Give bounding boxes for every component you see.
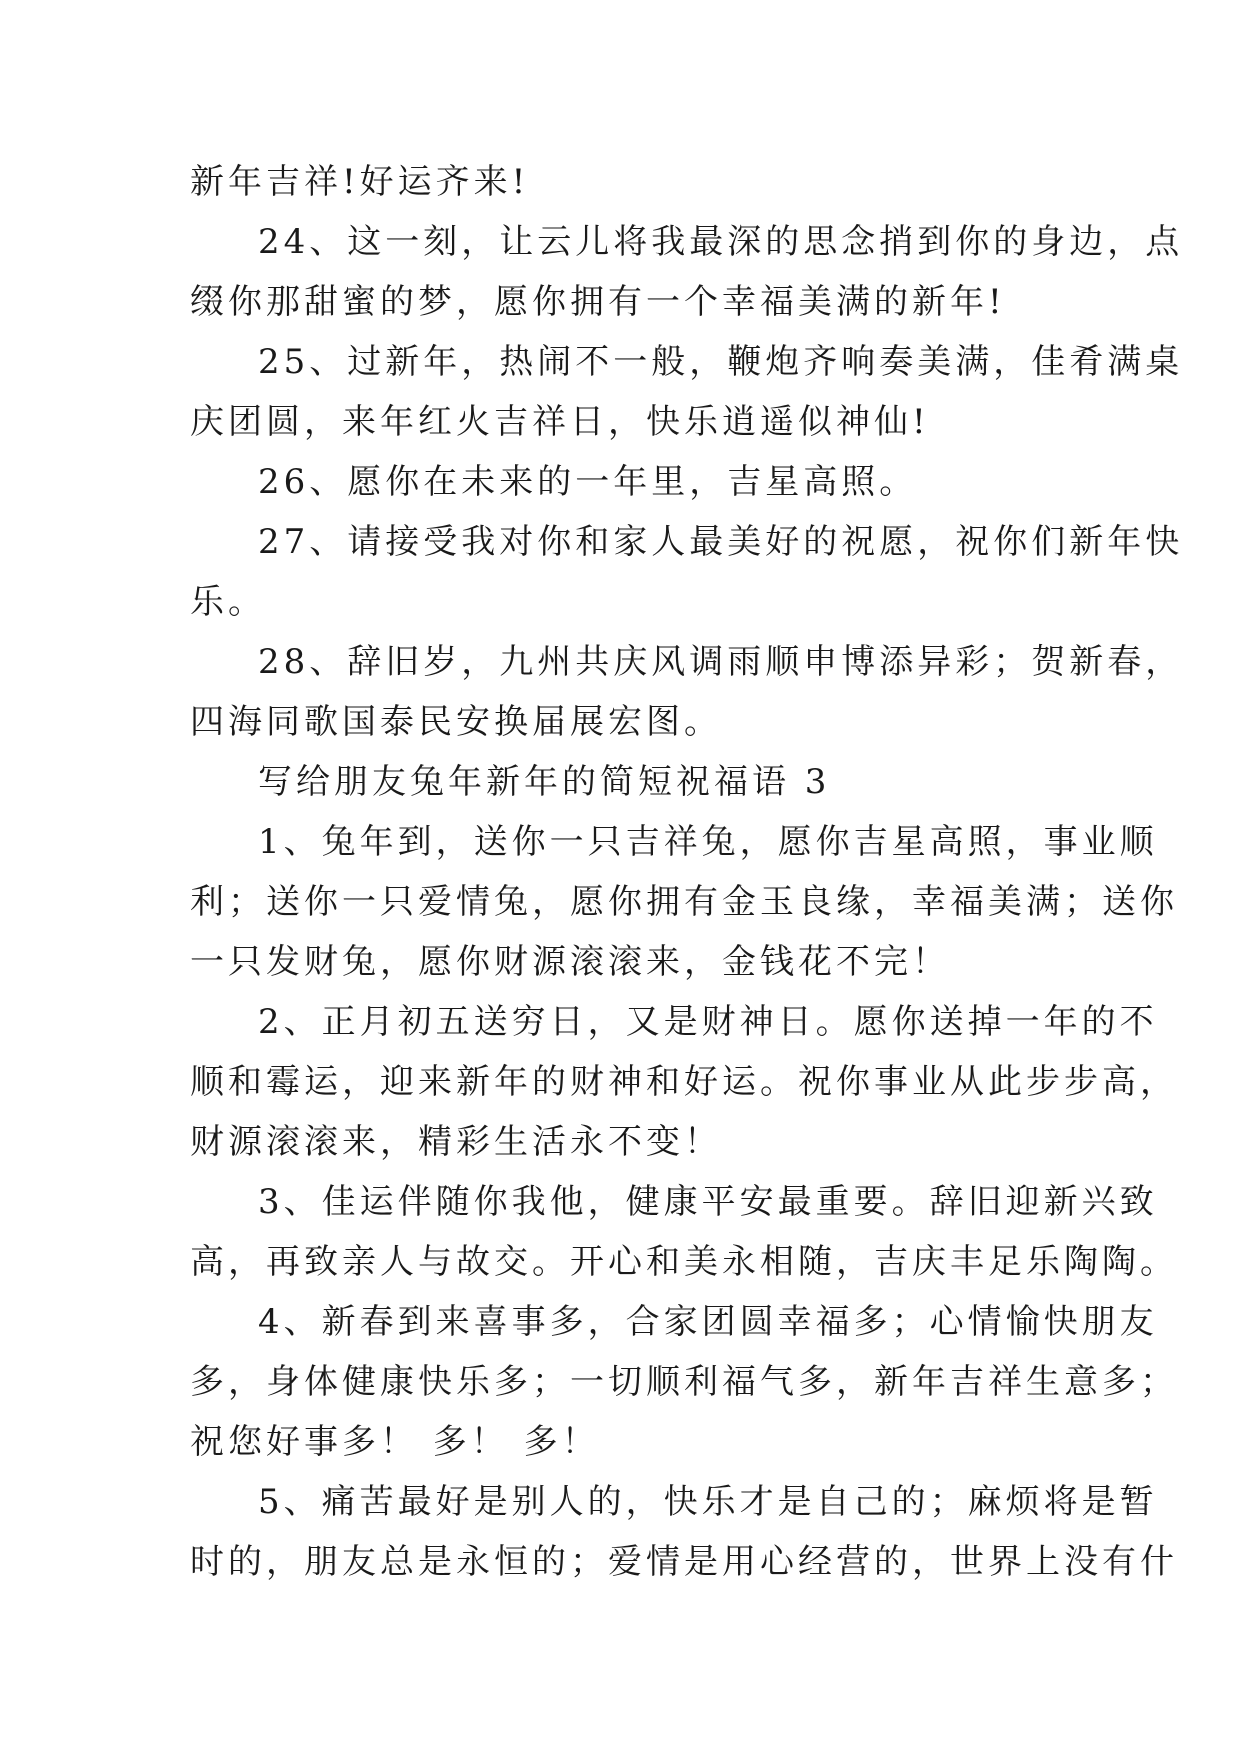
- text-line: 顺和霉运，迎来新年的财神和好运。祝你事业从此步步高，: [190, 1062, 1178, 1102]
- text-line: 缀你那甜蜜的梦，愿你拥有一个幸福美满的新年!: [190, 282, 1006, 322]
- text-line: 高，再致亲人与故交。开心和美永相随，吉庆丰足乐陶陶。: [190, 1242, 1178, 1282]
- text-line: 26、愿你在未来的一年里，吉星高照。: [258, 462, 918, 502]
- text-line: 5、痛苦最好是别人的，快乐才是自己的；麻烦将是暂: [258, 1482, 1158, 1522]
- document-page: [190, 152, 1184, 1592]
- text-line: 新年吉祥!好运齐来!: [190, 162, 530, 202]
- text-line: 乐。: [190, 582, 266, 622]
- text-line: 祝您好事多！ 多！ 多！: [190, 1422, 600, 1462]
- text-line: 四海同歌国泰民安换届展宏图。: [190, 702, 722, 742]
- text-line: 庆团圆，来年红火吉祥日，快乐逍遥似神仙!: [190, 402, 930, 442]
- text-line: 28、辞旧岁，九州共庆风调雨顺申博添异彩；贺新春，: [258, 642, 1184, 682]
- text-line: 利；送你一只爱情兔，愿你拥有金玉良缘，幸福美满；送你: [190, 882, 1178, 922]
- text-line: 4、新春到来喜事多，合家团圆幸福多；心情愉快朋友: [258, 1302, 1158, 1342]
- text-line: 多，身体健康快乐多；一切顺利福气多，新年吉祥生意多；: [190, 1362, 1178, 1402]
- text-line: 27、请接受我对你和家人最美好的祝愿，祝你们新年快: [258, 522, 1184, 562]
- text-line: 财源滚滚来，精彩生活永不变！: [190, 1122, 722, 1162]
- section-heading: 写给朋友兔年新年的简短祝福语 3: [258, 762, 831, 802]
- text-line: 时的，朋友总是永恒的；爱情是用心经营的，世界上没有什: [190, 1542, 1178, 1582]
- text-line: 2、正月初五送穷日，又是财神日。愿你送掉一年的不: [258, 1002, 1158, 1042]
- text-line: 1、兔年到，送你一只吉祥兔，愿你吉星高照，事业顺: [258, 822, 1158, 862]
- text-line: 3、佳运伴随你我他，健康平安最重要。辞旧迎新兴致: [258, 1182, 1158, 1222]
- text-line: 一只发财兔，愿你财源滚滚来，金钱花不完！: [190, 942, 950, 982]
- text-line: 24、这一刻，让云儿将我最深的思念捎到你的身边，点: [258, 222, 1184, 262]
- text-line: 25、过新年，热闹不一般，鞭炮齐响奏美满，佳肴满桌: [258, 342, 1184, 382]
